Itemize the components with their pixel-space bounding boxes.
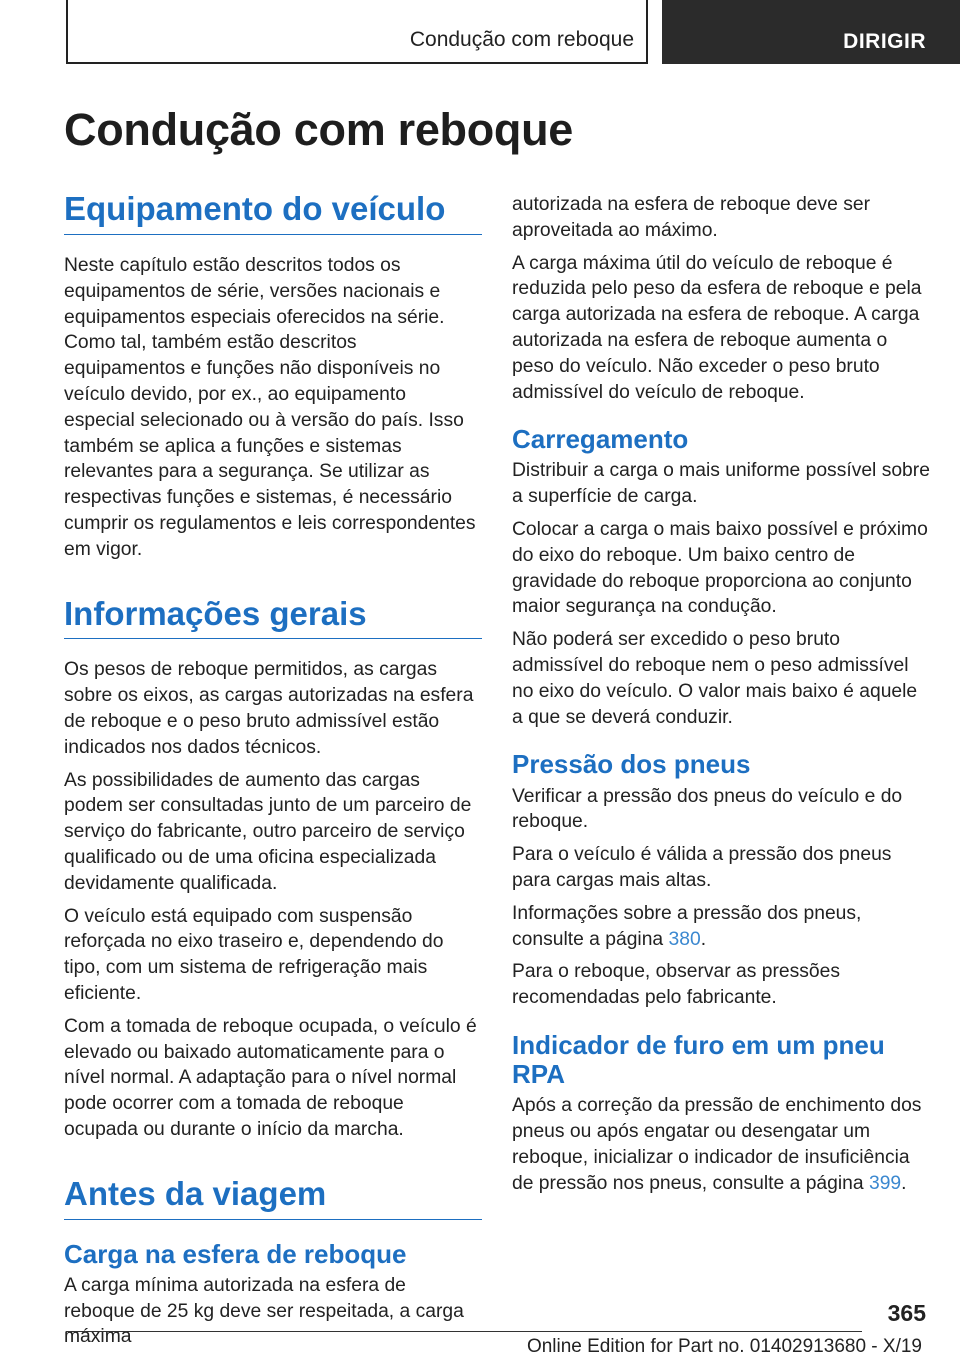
paragraph-rpa-text: Após a correção da pressão de enchimento dos pneus ou após engatar ou desengatar um reboque, inicializar o indicador de insuficiência de pressão nos pneus, consulte a página [512, 1095, 922, 1194]
paragraph-carga-2: A carga máxima útil do veículo de reboque é reduzida pelo peso da esfera de reboque e pela carga autorizada na esfera de reboque. A carga autorizada na esfera de reboque aumenta o peso do veículo. Não exceder o peso bruto admissível do veículo de reboque. [512, 252, 922, 403]
paragraph-pressao-3-text: Informações sobre a pressão dos pneus, consulte a página [512, 902, 862, 950]
paragraph-carregamento-3: Não poderá ser excedido o peso bruto admissível do reboque nem o peso admissível no eixo do veículo. O valor mais baixo é aquele a que se deverá conduzir. [512, 629, 918, 728]
heading-pressao-pneus: Pressão dos pneus [512, 749, 751, 780]
paragraph-carregamento-2: Colocar a carga o mais baixo possível e próximo do eixo do reboque. Um baixo centro de gravidade do reboque proporciona ao conjunto maior segurança na condução. [512, 519, 928, 618]
footer-edition: Online Edition for Part no. 01402913680 - X/19 [526, 1336, 922, 1357]
paragraph-pressao-1: Verificar a pressão dos pneus do veículo e do reboque. [512, 785, 903, 833]
heading-carga-esfera: Carga na esfera de reboque [64, 1238, 407, 1269]
paragraph-pressao-3 [512, 901, 930, 953]
paragraph-rpa [512, 1093, 930, 1196]
paragraph-carga-1: A carga mínima autorizada na esfera de reboque de 25 kg deve ser respeitada, a carga máxima [64, 1274, 464, 1348]
heading-antes-da-viagem: Antes da viagem [64, 1175, 482, 1220]
page-link-399[interactable]: 399 [868, 1172, 902, 1194]
left-column [64, 190, 482, 1350]
paragraph-equipamento: Neste capítulo estão descritos todos os equipamentos de série, versões nacionais e equipamentos especiais oferecidos na série. Como tal, também estão descritos equipamentos e funções não disponíveis no veículo devido, por ex., ao equipamento especial selecionado ou à versão do país. Isso também se aplica a funções e sistemas relevantes para a segurança. Se utilizar as respectivas funções e sistemas, é necessário cumprir os regulamentos e leis correspondentes em vigor. [64, 254, 476, 560]
header-section-title: Condução com reboque [409, 28, 634, 51]
heading-informacoes-gerais: Informações gerais [64, 595, 482, 640]
page-link-380[interactable]: 380 [668, 928, 701, 950]
paragraph-info-4: Com a tomada de reboque ocupada, o veículo é elevado ou baixado automaticamente para o nível normal. A adaptação para o nível normal pode ocorrer com a tomada de reboque ocupada ou durante o início da marcha. [64, 1015, 477, 1140]
paragraph-pressao-3-end: . [700, 928, 707, 950]
paragraph-rpa-end: . [901, 1172, 907, 1194]
paragraph-info-2: As possibilidades de aumento das cargas podem ser consultadas junto de um parceiro de serviço do fabricante, outro parceiro de serviço qualificado ou de uma oficina especializada devidamente qualificada. [64, 769, 472, 894]
paragraph-pressao-4: Para o reboque, observar as pressões recomendadas pelo fabricante. [512, 961, 840, 1009]
paragraph-info-3: O veículo está equipado com suspensão reforçada no eixo traseiro e, dependendo do tipo, com um sistema de refrigeração mais eficiente. [64, 905, 444, 1004]
paragraph-info-1: Os pesos de reboque permitidos, as cargas sobre os eixos, as cargas autorizadas na esfera de reboque e o peso bruto admissível estão indicados nos dados técnicos. [64, 659, 474, 758]
paragraph-carga-1-cont: autorizada na esfera de reboque deve ser aproveitada ao máximo. [512, 194, 871, 241]
paragraph-carregamento-1: Distribuir a carga o mais uniforme possível sobre a superfície de carga. [512, 460, 930, 508]
header-section-box [66, 0, 648, 64]
heading-indicador-furo: Indicador de furo em um pneu RPA [512, 1029, 885, 1090]
heading-equipamento: Equipamento do veículo [64, 190, 482, 235]
right-column [512, 192, 930, 1196]
header-chapter-tab[interactable] [662, 0, 960, 64]
page-title: Condução com reboque [64, 104, 574, 155]
heading-carregamento: Carregamento [512, 424, 689, 455]
header-chapter-label: DIRIGIR [843, 30, 926, 53]
footer-divider [66, 1331, 862, 1332]
paragraph-pressao-2: Para o veículo é válida a pressão dos pneus para cargas mais altas. [512, 844, 892, 891]
page-number: 365 [887, 1300, 926, 1326]
